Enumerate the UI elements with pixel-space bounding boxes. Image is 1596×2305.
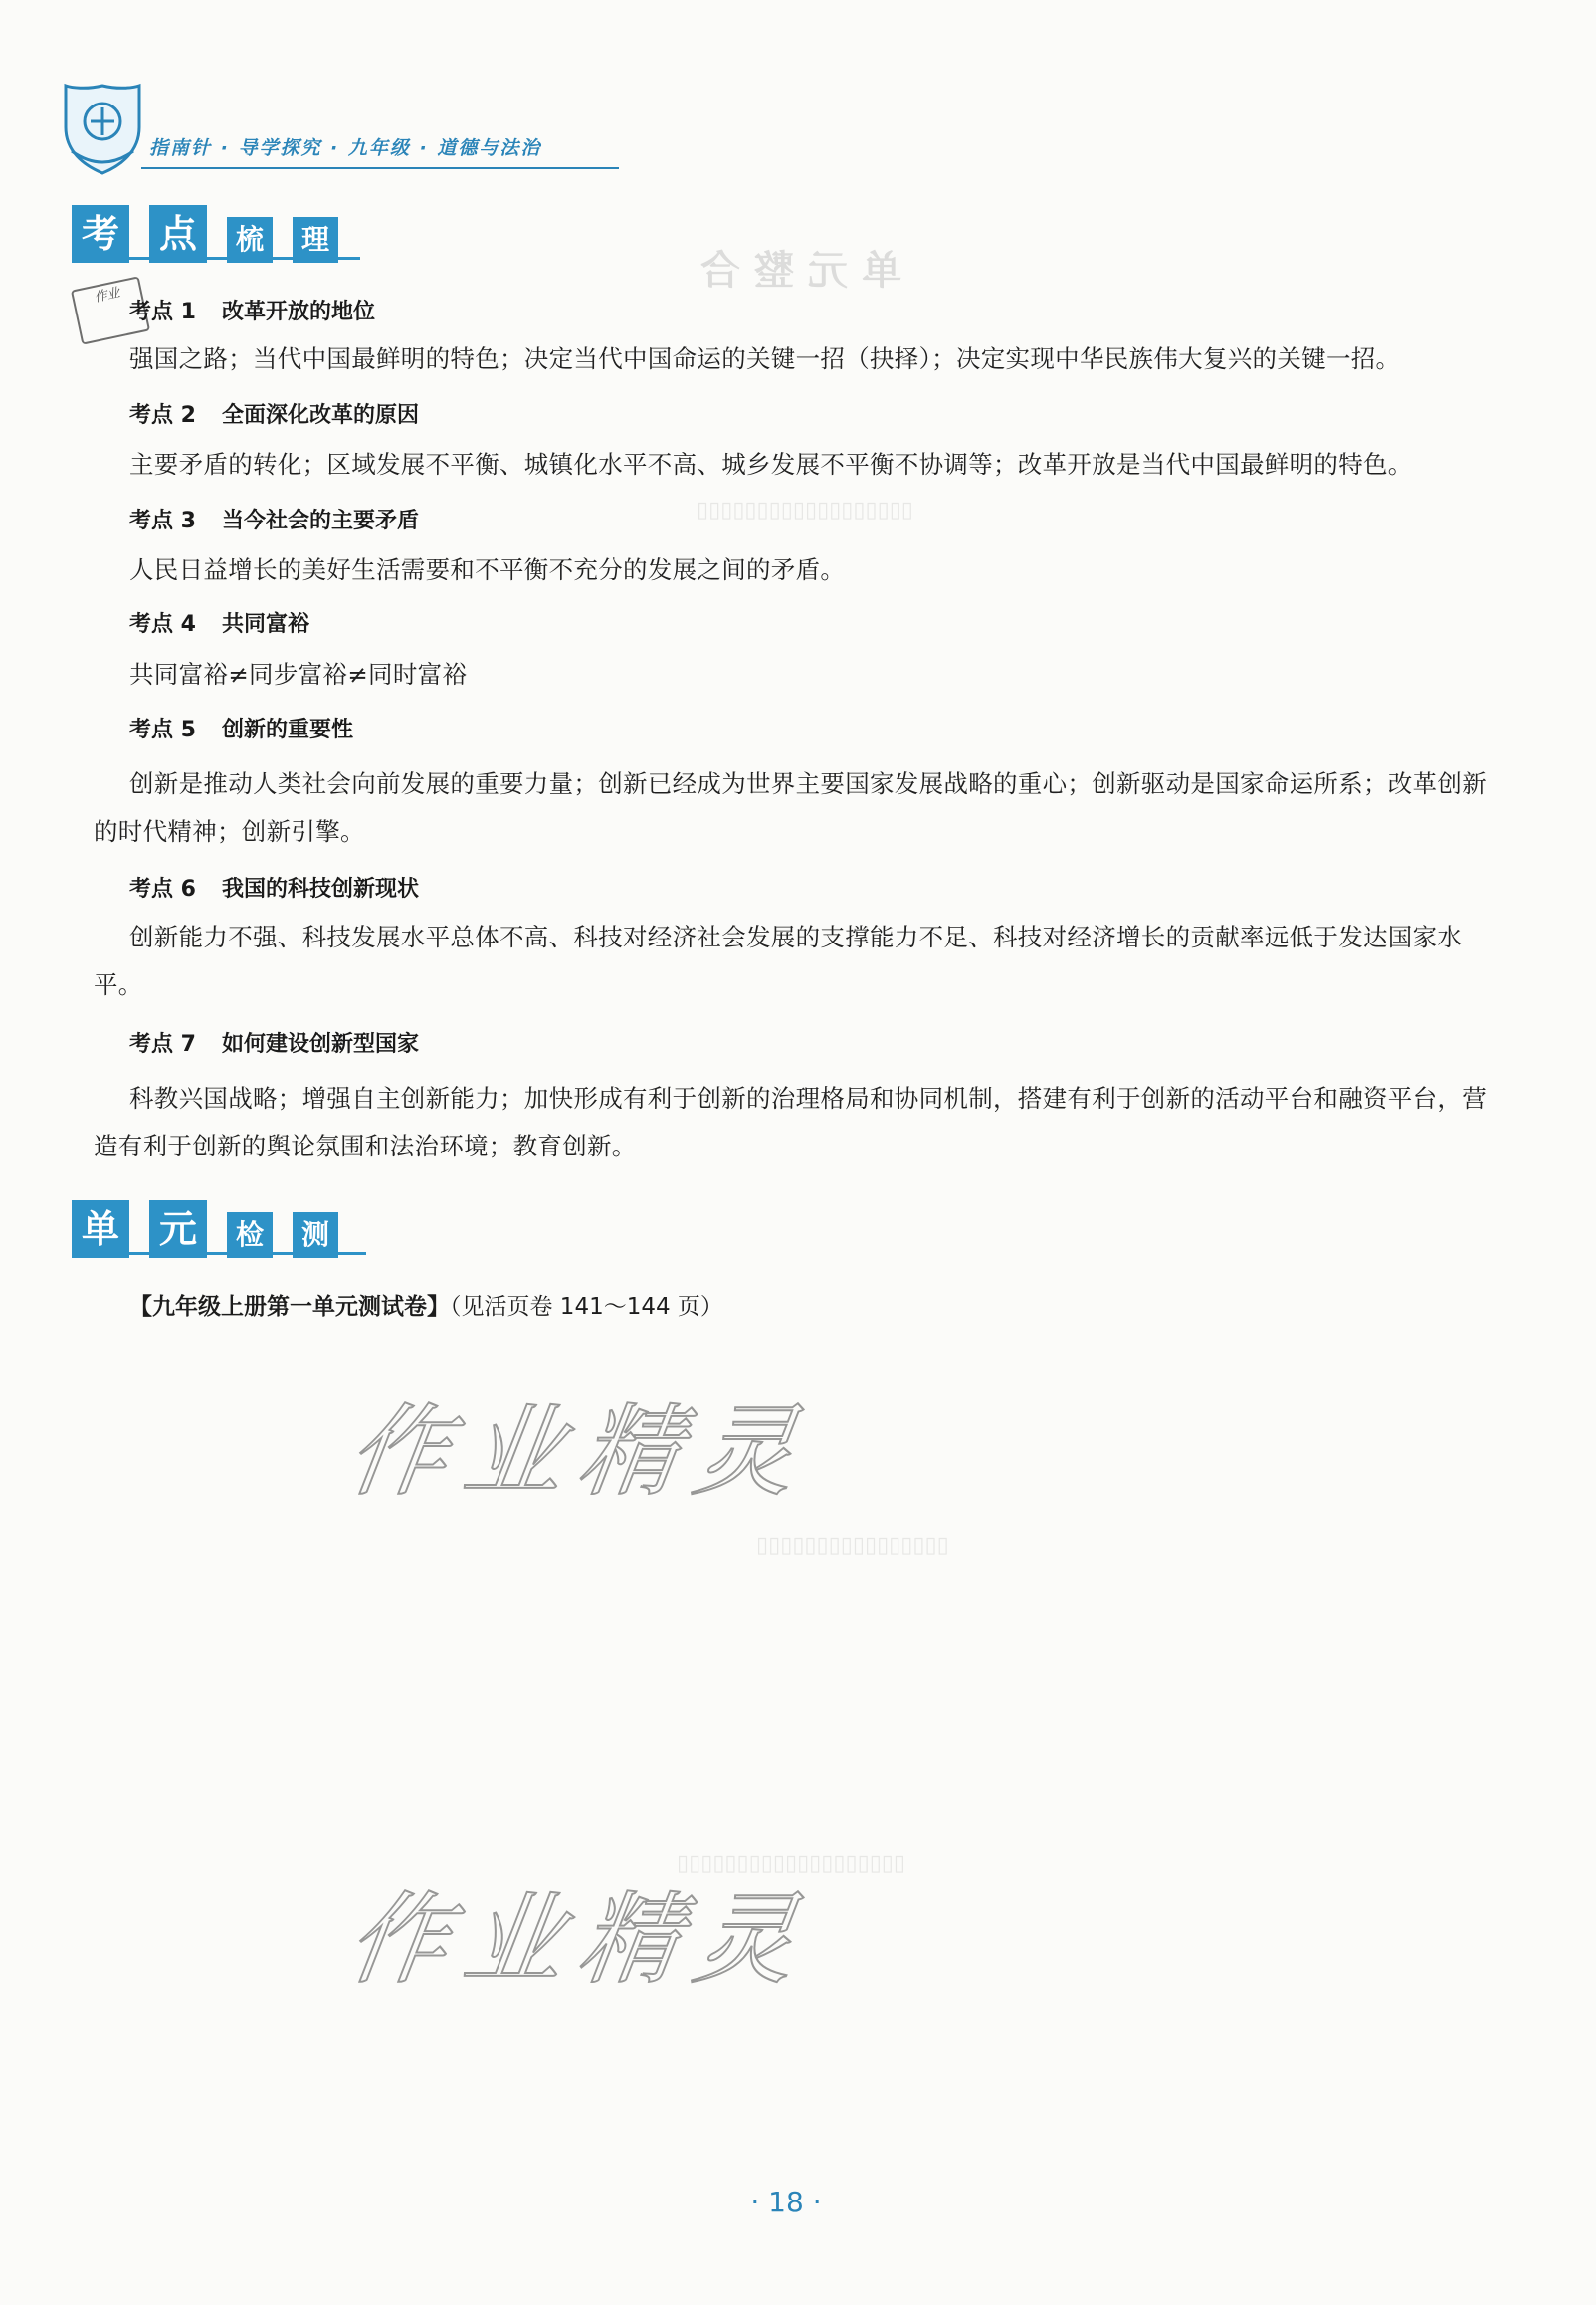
point-number: 考点 1	[129, 300, 196, 324]
point-body: 创新能力不强、科技发展水平总体不高、科技对经济社会发展的支撑能力不足、科技对经济增长的贡献率远低于发达国家水平。	[94, 923, 1463, 999]
banner-char: 梳	[227, 217, 273, 263]
point-title: 我国的科技创新现状	[221, 877, 419, 902]
banner-char: 考	[72, 205, 129, 263]
banner-char: 元	[149, 1200, 207, 1258]
point-number: 考点 4	[129, 612, 196, 637]
point-heading	[129, 1027, 419, 1058]
section-banner-key-points	[72, 205, 360, 269]
point-heading	[129, 872, 419, 903]
point-body: 创新是推动人类社会向前发展的重要力量；创新已经成为世界主要国家发展战略的重心；创新驱动是国家命运所系；改革创新的时代精神；创新引擎。	[94, 769, 1487, 846]
unit-test-pages: （见活页卷 141～144 页）	[450, 1294, 723, 1320]
point-body: 主要矛盾的转化；区域发展不平衡、城镇化水平不高、城乡发展不平衡不协调等；改革开放是当代中国最鲜明的特色。	[129, 450, 1413, 479]
banner-char: 点	[149, 205, 207, 263]
publisher-logo-icon	[60, 82, 145, 177]
point-number: 考点 5	[129, 718, 196, 742]
point-title: 当今社会的主要矛盾	[221, 509, 419, 533]
point-title: 共同富裕	[221, 612, 309, 637]
banner-char: 检	[227, 1212, 273, 1258]
point-number: 考点 3	[129, 509, 196, 533]
point-heading	[129, 398, 419, 429]
banner-char: 单	[72, 1200, 129, 1258]
point-heading	[129, 504, 419, 534]
point-heading	[129, 607, 309, 638]
watermark: 作业精灵	[340, 1881, 820, 1997]
watermark: 作业精灵	[340, 1393, 820, 1510]
point-body: 共同富裕≠同步富裕≠同时富裕	[129, 660, 468, 689]
point-heading	[129, 713, 353, 743]
bleed-through-text: ▯▯▯▯▯▯▯▯▯▯▯▯▯▯▯▯▯▯	[697, 498, 913, 523]
header-rule	[141, 167, 619, 169]
point-title: 全面深化改革的原因	[221, 403, 419, 428]
point-title: 创新的重要性	[221, 718, 353, 742]
point-body: 科教兴国战略；增强自主创新能力；加快形成有利于创新的治理格局和协同机制，搭建有利于创新的活动平台和融资平台，营造有利于创新的舆论氛围和法治环境；教育创新。	[94, 1084, 1487, 1160]
unit-test-title: 【九年级上册第一单元测试卷】	[129, 1294, 450, 1320]
point-body: 人民日益增长的美好生活需要和不平衡不充分的发展之间的矛盾。	[129, 555, 846, 584]
point-heading	[129, 295, 375, 325]
banner-rule	[72, 257, 360, 260]
point-number: 考点 2	[129, 403, 196, 428]
bleed-through-text: ▯▯▯▯▯▯▯▯▯▯▯▯▯▯▯▯	[756, 1533, 949, 1558]
point-number: 考点 7	[129, 1032, 196, 1057]
banner-char: 理	[293, 217, 338, 263]
running-header: 指南针 · 导学探究 · 九年级 · 道德与法治	[149, 137, 542, 159]
point-title: 如何建设创新型国家	[221, 1032, 419, 1057]
page-number: · 18 ·	[750, 2186, 822, 2218]
banner-char: 测	[293, 1212, 338, 1258]
unit-test-reference	[129, 1288, 723, 1321]
point-body: 强国之路；当代中国最鲜明的特色；决定当代中国命运的关键一招（抉择）；决定实现中华民族伟大复兴的关键一招。	[129, 344, 1401, 373]
bleed-through-title: 单元整合	[687, 247, 901, 294]
point-title: 改革开放的地位	[221, 300, 375, 324]
bleed-through-text: ▯▯▯▯▯▯▯▯▯▯▯▯▯▯▯▯▯▯▯	[677, 1851, 906, 1876]
banner-rule	[72, 1252, 366, 1255]
point-number: 考点 6	[129, 877, 196, 902]
homework-stamp: 作业	[71, 276, 150, 344]
section-banner-unit-test	[72, 1200, 366, 1264]
